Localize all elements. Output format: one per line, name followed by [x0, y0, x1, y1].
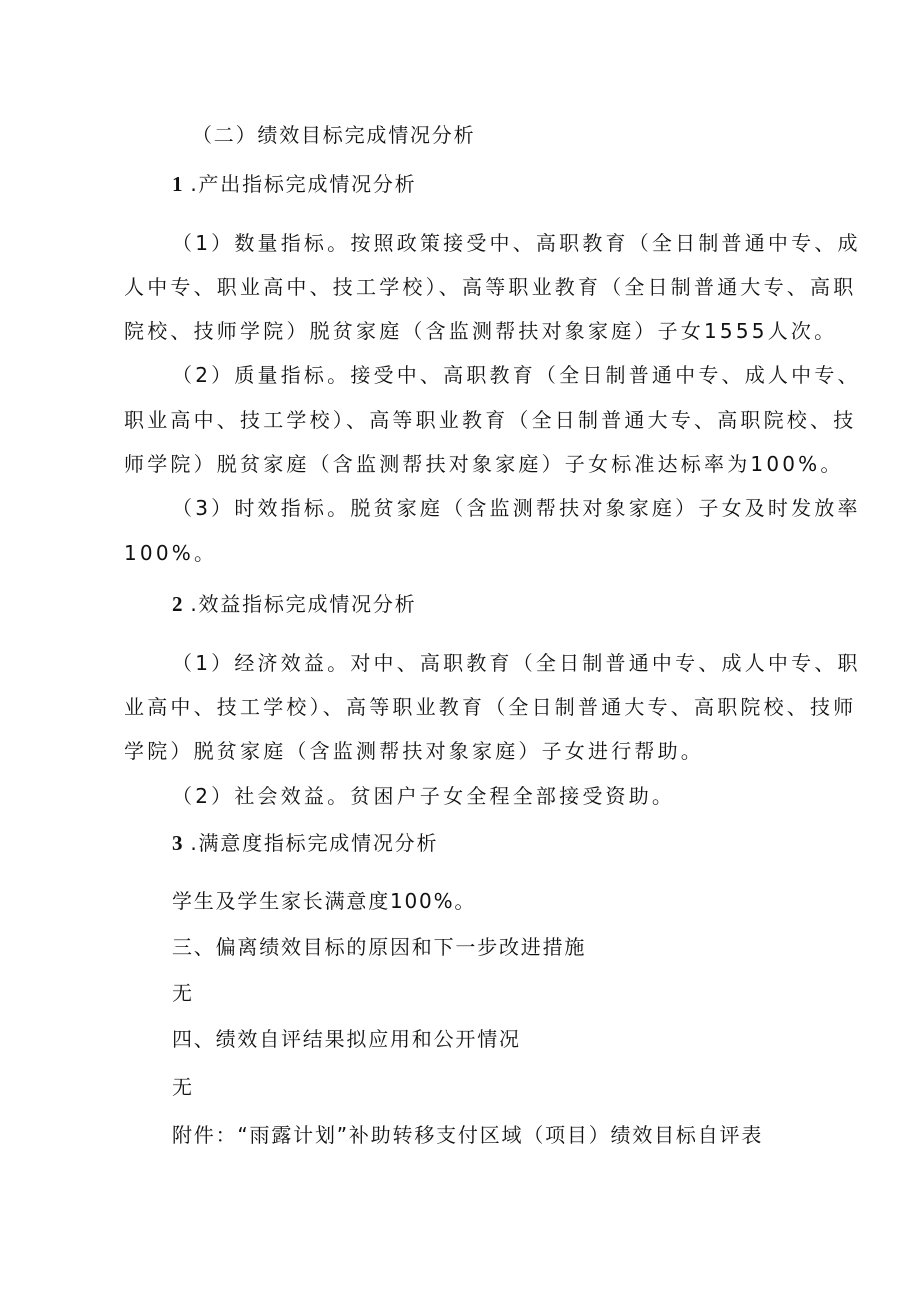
subsection-number: 3 — [172, 831, 185, 855]
subsection-number: 1 — [172, 172, 185, 196]
paragraph-line: （3）时效指标。脱贫家庭（含监测帮扶对象家庭）子女及时发放率 — [172, 496, 861, 520]
subsection-heading-satisfaction — [172, 831, 438, 855]
paragraph-line: （2）质量指标。接受中、高职教育（全日制普通中专、成人中专、 — [172, 363, 861, 387]
section-heading: 四、绩效自评结果拟应用和公开情况 — [172, 1027, 521, 1051]
subsection-number: 2 — [172, 592, 185, 616]
paragraph-line: 院校、技师学院）脱贫家庭（含监测帮扶对象家庭）子女1555人次。 — [124, 319, 838, 343]
subsection-title: .产出指标完成情况分析 — [190, 172, 417, 196]
attachment-line: 附件：“雨露计划”补助转移支付区域（项目）绩效目标自评表 — [172, 1123, 764, 1147]
paragraph-line: （1）数量指标。按照政策接受中、高职教育（全日制普通中专、成 — [172, 231, 861, 255]
paragraph-line: （2）社会效益。贫困户子女全程全部接受资助。 — [172, 784, 676, 808]
paragraph-line: 学院）脱贫家庭（含监测帮扶对象家庭）子女进行帮助。 — [124, 739, 704, 763]
subsection-title: .效益指标完成情况分析 — [190, 592, 417, 616]
subsection-title: .满意度指标完成情况分析 — [190, 831, 439, 855]
paragraph-line: 师学院）脱贫家庭（含监测帮扶对象家庭）子女标准达标率为100%。 — [124, 452, 844, 476]
paragraph-line: （1）经济效益。对中、高职教育（全日制普通中专、成人中专、职 — [172, 651, 861, 675]
paragraph-line: 人中专、职业高中、技工学校）、高等职业教育（全日制普通大专、高职 — [124, 275, 857, 299]
paragraph-line: 100%。 — [124, 541, 218, 565]
paragraph-line: 学生及学生家长满意度100%。 — [172, 889, 477, 913]
subsection-heading-benefit — [172, 592, 416, 616]
paragraph-line: 无 — [172, 1075, 194, 1099]
section-heading: 三、偏离绩效目标的原因和下一步改进措施 — [172, 935, 587, 959]
subsection-heading-output — [172, 172, 416, 196]
paragraph-line: 无 — [172, 981, 194, 1005]
section-heading: （二）绩效目标完成情况分析 — [192, 123, 476, 147]
paragraph-line: 职业高中、技工学校）、高等职业教育（全日制普通大专、高职院校、技 — [124, 408, 857, 432]
paragraph-line: 业高中、技工学校）、高等职业教育（全日制普通大专、高职院校、技师 — [124, 695, 857, 719]
